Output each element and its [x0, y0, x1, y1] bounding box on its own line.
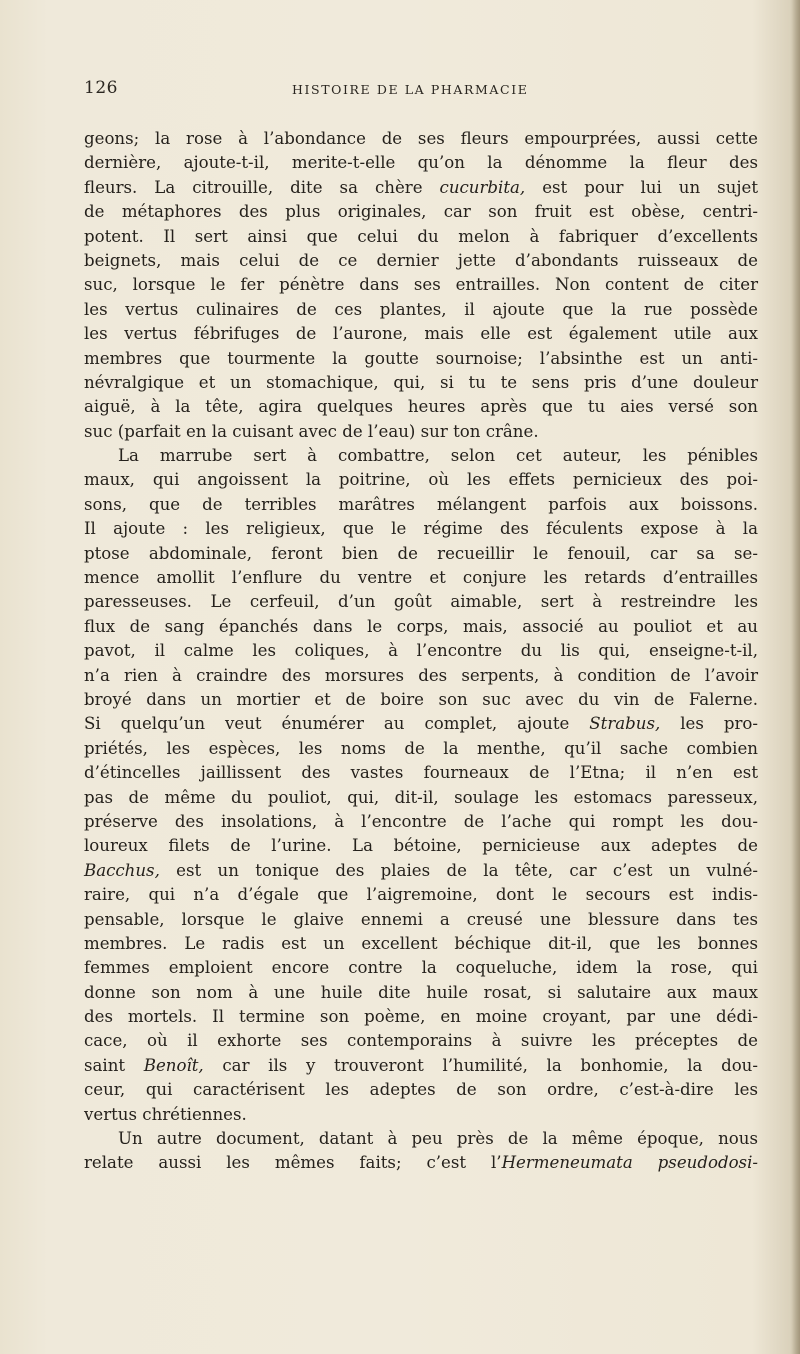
- running-title: HISTOIRE DE LA PHARMACIE: [292, 82, 529, 97]
- text-segment: priétés, les espèces, les noms de la menthe, qu’il sache combien: [84, 738, 758, 758]
- text-line: [84, 712, 758, 736]
- text-line: [84, 786, 758, 810]
- text-segment: préserve des insolations, à l’encontre de l’ache qui rompt les dou-: [84, 811, 758, 831]
- text-segment: paresseuses. Le cerfeuil, d’un goût aimable, sert à restreindre les: [84, 592, 758, 612]
- text-line: [84, 590, 758, 614]
- text-line: [84, 542, 758, 566]
- text-segment: donne son nom à une huile dite huile rosat, si salutaire aux maux: [84, 982, 758, 1002]
- text-segment: loureux filets de l’urine. La bétoine, pernicieuse aux adeptes de: [84, 836, 758, 856]
- text-segment: pavot, il calme les coliques, à l’encontre du lis qui, enseigne-t-il,: [84, 641, 758, 661]
- text-segment: relate aussi les mêmes faits; c’est l’: [84, 1153, 502, 1173]
- text-segment: potent. Il sert ainsi que celui du melon à fabriquer d’excellents: [84, 226, 758, 246]
- italic-term: Bacchus,: [84, 860, 160, 880]
- text-segment: femmes emploient encore contre la coqueluche, idem la rose, qui: [84, 958, 758, 978]
- text-line: [84, 810, 758, 834]
- text-segment: La marrube sert à combattre, selon cet auteur, les pénibles: [118, 446, 758, 466]
- text-line: [84, 956, 758, 980]
- text-line: [84, 908, 758, 932]
- text-segment: geons; la rose à l’abondance de ses fleurs empourprées, aussi cette: [84, 129, 758, 148]
- text-line: [84, 420, 758, 444]
- text-line: [84, 1151, 758, 1175]
- text-segment: des mortels. Il termine son poème, en moine croyant, par une dédi-: [84, 1007, 758, 1027]
- text-segment: d’étincelles jaillissent des vastes fourneaux de l’Etna; il n’en est: [84, 763, 758, 783]
- text-segment: est pour lui un sujet: [525, 177, 758, 197]
- text-segment: car ils y trouveront l’humilité, la bonhomie, la dou-: [203, 1055, 758, 1075]
- text-line: [84, 273, 758, 297]
- text-line: [84, 322, 758, 346]
- text-segment: aiguë, à la tête, agira quelques heures après que tu aies versé son: [84, 397, 758, 417]
- text-segment: les vertus fébrifuges de l’aurone, mais elle est également utile aux: [84, 324, 758, 344]
- italic-term: Strabus,: [589, 714, 661, 734]
- text-line: [84, 859, 758, 883]
- page-header: [84, 78, 758, 104]
- text-line: [84, 444, 758, 468]
- text-line: [84, 200, 758, 224]
- text-segment: de métaphores des plus originales, car son fruit est obèse, centri-: [84, 202, 758, 222]
- text-line: [84, 493, 758, 517]
- text-line: [84, 615, 758, 639]
- text-segment: Un autre document, datant à peu près de la même époque, nous: [118, 1129, 758, 1149]
- text-line: [84, 517, 758, 541]
- italic-term: cucurbita,: [439, 177, 526, 197]
- text-segment: pensable, lorsque le glaive ennemi a creusé une blessure dans tes: [84, 909, 758, 929]
- body-text: [84, 127, 758, 1176]
- text-segment: flux de sang épanchés dans le corps, mais, associé au pouliot et au: [84, 616, 758, 636]
- text-line: [84, 1127, 758, 1151]
- text-line: [84, 1078, 758, 1102]
- text-segment: n’a rien à craindre des morsures des serpents, à condition de l’avoir: [84, 665, 758, 685]
- text-line: [84, 1054, 758, 1078]
- text-line: [84, 1103, 758, 1127]
- text-line: [84, 981, 758, 1005]
- text-line: [84, 737, 758, 761]
- text-segment: fleurs. La citrouille, dite sa chère: [84, 177, 440, 197]
- text-segment: sons, que de terribles marâtres mélangent parfois aux boissons.: [84, 494, 758, 514]
- text-line: [84, 761, 758, 785]
- text-segment: beignets, mais celui de ce dernier jette d’abondants ruisseaux de: [84, 250, 758, 270]
- text-segment: névralgique et un stomachique, qui, si tu te sens pris d’une douleur: [84, 372, 758, 392]
- text-segment: Il ajoute : les religieux, que le régime des féculents expose à la: [84, 519, 758, 539]
- text-line: [84, 371, 758, 395]
- text-segment: raire, qui n’a d’égale que l’aigremoine, dont le secours est indis-: [84, 885, 758, 905]
- text-line: [84, 298, 758, 322]
- text-line: [84, 883, 758, 907]
- text-line: [84, 1005, 758, 1029]
- text-segment: membres. Le radis est un excellent béchique dit-il, que les bonnes: [84, 933, 758, 953]
- text-line: [84, 834, 758, 858]
- italic-term: Benoît,: [143, 1055, 204, 1075]
- text-segment: ceur, qui caractérisent les adeptes de son ordre, c’est-à-dire les: [84, 1080, 758, 1100]
- text-segment: les vertus culinaires de ces plantes, il ajoute que la rue possède: [84, 299, 758, 319]
- text-segment: suc (parfait en la cuisant avec de l’eau) sur ton crâne.: [84, 421, 539, 441]
- text-line: [84, 127, 758, 151]
- text-line: [84, 225, 758, 249]
- text-segment: mence amollit l’enflure du ventre et conjure les retards d’entrailles: [84, 568, 758, 588]
- text-segment: cace, où il exhorte ses contemporains à suivre les préceptes de: [84, 1031, 758, 1051]
- text-line: [84, 151, 758, 175]
- text-line: [84, 932, 758, 956]
- text-line: [84, 566, 758, 590]
- text-segment: suc, lorsque le fer pénètre dans ses entrailles. Non content de citer: [84, 275, 758, 295]
- page-number: 126: [84, 78, 118, 98]
- text-segment: ptose abdominale, feront bien de recueillir le fenouil, car sa se-: [84, 543, 758, 563]
- text-line: [84, 176, 758, 200]
- text-segment: les pro-: [660, 714, 758, 734]
- text-line: [84, 468, 758, 492]
- text-segment: membres que tourmente la goutte sournoise; l’absinthe est un anti-: [84, 348, 758, 368]
- text-segment: maux, qui angoissent la poitrine, où les effets pernicieux des poi-: [84, 470, 758, 490]
- text-segment: saint: [84, 1055, 144, 1075]
- italic-term: Hermeneumata pseudodosi-: [501, 1153, 758, 1173]
- text-line: [84, 347, 758, 371]
- text-segment: broyé dans un mortier et de boire son suc avec du vin de Falerne.: [84, 689, 758, 709]
- text-line: [84, 664, 758, 688]
- text-segment: Si quelqu’un veut énumérer au complet, ajoute: [84, 714, 590, 734]
- text-segment: pas de même du pouliot, qui, dit-il, soulage les estomacs paresseux,: [84, 787, 758, 807]
- page-edge-shadow: [790, 0, 800, 1354]
- text-line: [84, 639, 758, 663]
- text-line: [84, 1029, 758, 1053]
- text-segment: est un tonique des plaies de la tête, car c’est un vulné-: [159, 860, 758, 880]
- text-segment: vertus chrétiennes.: [84, 1104, 247, 1124]
- text-segment: dernière, ajoute-t-il, merite-t-elle qu’on la dénomme la fleur des: [84, 153, 758, 173]
- text-line: [84, 688, 758, 712]
- text-line: [84, 249, 758, 273]
- text-line: [84, 395, 758, 419]
